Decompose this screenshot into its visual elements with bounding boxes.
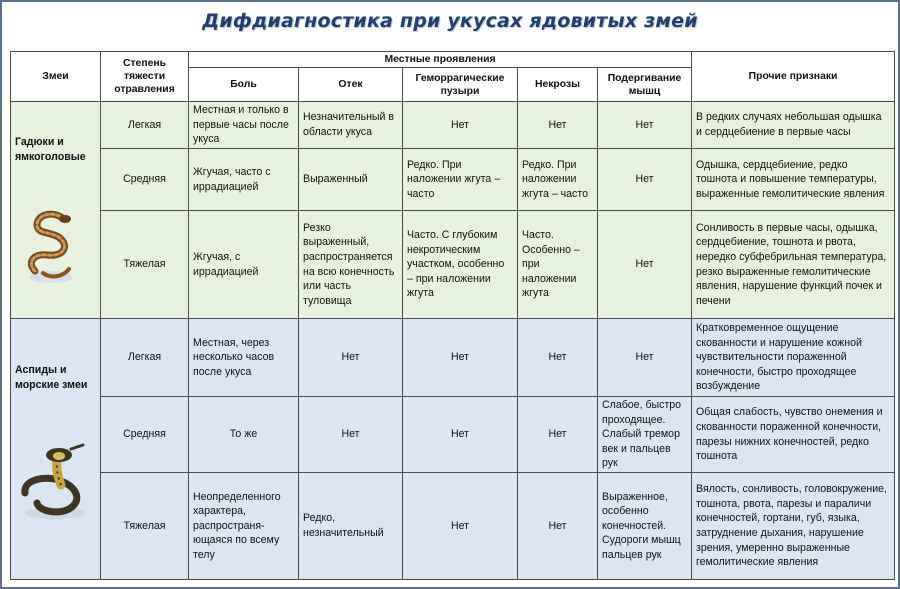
blisters-cell: Редко. При наложении жгута – часто xyxy=(403,149,518,211)
pain-cell: Неопределенного характера, распространя-ющаяся по всему телу xyxy=(189,473,299,580)
pain-cell: Местная, через несколько часов после укуса xyxy=(189,319,299,397)
header-edema: Отек xyxy=(299,68,403,102)
edema-cell: Редко, незначительный xyxy=(299,473,403,580)
pain-cell: Местная и только в первые часы после укуса xyxy=(189,102,299,149)
table-row xyxy=(11,149,895,211)
pain-cell: Жгучая, часто с иррадиацией xyxy=(189,149,299,211)
severity-cell: Тяжелая xyxy=(101,473,189,580)
page-title: Дифдиагностика при укусах ядовитых змей xyxy=(202,10,698,32)
other-cell: Кратковременное ощущение скованности и нарушение кожной чувствительности пораженной конечности, быстро проходящее возбуждение xyxy=(692,319,895,397)
severity-cell: Средняя xyxy=(101,397,189,473)
necrosis-cell: Нет xyxy=(518,102,598,149)
header-severity: Степень тяжести отравления xyxy=(101,52,189,102)
header-blisters: Геморрагические пузыри xyxy=(403,68,518,102)
edema-cell: Нет xyxy=(299,397,403,473)
group-label: Аспиды и морские змеи xyxy=(15,364,88,392)
table-row xyxy=(11,102,895,149)
other-cell: В редких случаях небольшая одышка и сердцебиение в первые часы xyxy=(692,102,895,149)
severity-cell: Тяжелая xyxy=(101,211,189,319)
necrosis-cell: Нет xyxy=(518,319,598,397)
necrosis-cell: Нет xyxy=(518,397,598,473)
table-row xyxy=(11,397,895,473)
severity-cell: Легкая xyxy=(101,102,189,149)
severity-cell: Средняя xyxy=(101,149,189,211)
edema-cell: Незначительный в области укуса xyxy=(299,102,403,149)
table-row xyxy=(11,319,895,397)
header-pain: Боль xyxy=(189,68,299,102)
blisters-cell: Нет xyxy=(403,397,518,473)
group-vipers xyxy=(11,102,101,319)
pain-cell: То же xyxy=(189,397,299,473)
other-cell: Одышка, сердцебиение, редко тошнота и повышение температуры, выраженные гемолитические явления xyxy=(692,149,895,211)
necrosis-cell: Нет xyxy=(518,473,598,580)
twitching-cell: Выраженное, особенно конечностей. Судороги мышц пальцев рук xyxy=(598,473,692,580)
cobra-illustration-icon xyxy=(17,441,91,521)
twitching-cell: Нет xyxy=(598,319,692,397)
other-cell: Вялость, сонливость, головокружение, тошнота, рвота, парезы и параличи конечностей, гортани, губ, языка, затруднение дыхания, нарушение зрения, умеренно выраженные гемолитические явления xyxy=(692,473,895,580)
header-twitching: Подергивание мышц xyxy=(598,68,692,102)
diagnosis-table xyxy=(10,51,895,580)
header-row xyxy=(11,52,895,68)
edema-cell: Выраженный xyxy=(299,149,403,211)
group-elapids xyxy=(11,319,101,580)
twitching-cell: Нет xyxy=(598,102,692,149)
edema-cell: Нет xyxy=(299,319,403,397)
necrosis-cell: Редко. При наложении жгута – часто xyxy=(518,149,598,211)
severity-cell: Легкая xyxy=(101,319,189,397)
other-cell: Общая слабость, чувство онемения и скованности пораженной конечности, парезы нижних конечностей, редко тошнота xyxy=(692,397,895,473)
blisters-cell: Нет xyxy=(403,319,518,397)
twitching-cell: Нет xyxy=(598,211,692,319)
necrosis-cell: Часто. Особенно – при наложении жгута xyxy=(518,211,598,319)
viper-illustration-icon xyxy=(25,207,77,285)
edema-cell: Резко выраженный, распространяется на всю конечность или часть туловища xyxy=(299,211,403,319)
blisters-cell: Нет xyxy=(403,473,518,580)
header-local: Местные проявления xyxy=(189,52,692,68)
group-label: Гадюки и ямкоголовые xyxy=(15,136,86,164)
table-row xyxy=(11,473,895,580)
table-row xyxy=(11,211,895,319)
twitching-cell: Слабое, быстро проходящее. Слабый тремор век и пальцев рук xyxy=(598,397,692,473)
other-cell: Сонливость в первые часы, одышка, сердцебиение, тошнота и рвота, нередко субфебрильная температура, резко выраженные гемолитические явления, нарушение функций почек и печени xyxy=(692,211,895,319)
header-snakes: Змеи xyxy=(11,52,101,102)
blisters-cell: Часто. С глубоким некротическим участком, особенно – при наложении жгута xyxy=(403,211,518,319)
twitching-cell: Нет xyxy=(598,149,692,211)
pain-cell: Жгучая, с иррадиацией xyxy=(189,211,299,319)
header-necrosis: Некрозы xyxy=(518,68,598,102)
blisters-cell: Нет xyxy=(403,102,518,149)
header-other: Прочие признаки xyxy=(692,52,895,102)
